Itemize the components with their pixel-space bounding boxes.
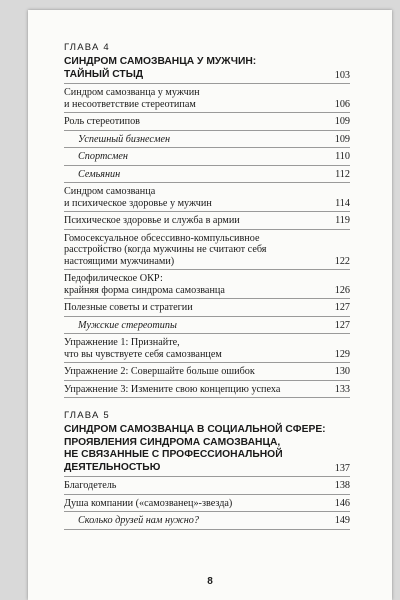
entry-title: [64, 233, 328, 268]
chapter-5: [64, 410, 350, 530]
entry-page-number: 112: [335, 168, 350, 180]
entry-title-line: Упражнение 2: Совершайте больше ошибок: [64, 366, 255, 377]
book-page: [28, 10, 392, 600]
toc-entry[interactable]: [64, 495, 350, 513]
chapter-label: ГЛАВА 5: [64, 410, 110, 421]
entry-page-number: 133: [334, 383, 350, 395]
chapter-title-entry[interactable]: [64, 422, 350, 477]
toc-entry[interactable]: [64, 299, 350, 317]
entry-page-number: 109: [334, 116, 350, 127]
chapter-title-line: ПРОЯВЛЕНИЯ СИНДРОМА САМОЗВАНЦА,: [64, 436, 281, 448]
entry-title: [64, 215, 328, 227]
chapter-label: ГЛАВА 4: [64, 42, 110, 53]
entry-title-line: Душа компании («самозванец»-звезда): [64, 497, 233, 509]
chapter-title-line: ДЕЯТЕЛЬНОСТЬЮ: [64, 461, 161, 473]
toc-subentry[interactable]: [64, 512, 350, 530]
entry-page-number: 103: [334, 69, 350, 81]
entry-title-line: Благодетель: [64, 480, 117, 491]
entry-title: [64, 515, 328, 527]
entry-title: [64, 186, 328, 209]
entry-page-number: 149: [334, 515, 350, 526]
entry-page-number: 127: [334, 319, 350, 331]
entry-page-number: 129: [334, 348, 350, 360]
entry-title-line: Спортсмен: [78, 151, 128, 162]
toc-subentry[interactable]: [64, 317, 350, 335]
chapter-4: [64, 42, 350, 398]
table-of-contents: [64, 42, 350, 530]
entry-title-line: и несоответствие стереотипам: [64, 98, 196, 110]
entry-page-number: 146: [334, 497, 350, 509]
toc-entry[interactable]: [64, 363, 350, 381]
toc-subentry[interactable]: [64, 131, 350, 149]
toc-entry[interactable]: [64, 212, 350, 230]
entry-title-line: и психическое здоровье у мужчин: [64, 197, 212, 209]
entry-title-line: Психическое здоровье и служба в армии: [64, 215, 240, 226]
entry-page-number: 126: [334, 284, 350, 296]
chapter-title-line: СИНДРОМ САМОЗВАНЦА В СОЦИАЛЬНОЙ СФЕРЕ:: [64, 424, 326, 435]
entry-title-line: что вы чувствуете себя самозванцем: [64, 348, 222, 360]
entry-title-line: Гомосексуальное обсессивно-компульсивное: [64, 232, 260, 244]
entry-title-line: Педофилическое ОКР:: [64, 273, 163, 284]
entry-title: [64, 498, 328, 510]
entry-title: [64, 87, 328, 110]
entry-title: [64, 366, 328, 378]
toc-subentry[interactable]: [64, 166, 350, 184]
toc-entry[interactable]: [64, 113, 350, 131]
entry-title: [64, 384, 328, 396]
entry-title: [64, 337, 328, 360]
chapter-title-line: НЕ СВЯЗАННЫЕ С ПРОФЕССИОНАЛЬНОЙ: [64, 449, 283, 460]
toc-entry[interactable]: [64, 477, 350, 495]
entry-title-line: Упражнение 3: Измените свою концепцию успеха: [64, 383, 281, 395]
entry-title: [64, 302, 328, 314]
entry-page-number: 106: [334, 98, 350, 110]
toc-entry[interactable]: [64, 84, 350, 113]
toc-entry[interactable]: [64, 334, 350, 363]
entry-title: [64, 169, 328, 181]
toc-entry[interactable]: [64, 270, 350, 299]
page-number: 8: [207, 576, 213, 587]
toc-subentry[interactable]: [64, 148, 350, 166]
chapter-list: [64, 42, 350, 530]
entry-page-number: 137: [334, 462, 350, 474]
entry-title: [64, 273, 328, 296]
toc-entries: [64, 422, 350, 530]
entry-title-line: Роль стереотипов: [64, 116, 140, 127]
entry-page-number: 122: [334, 255, 350, 267]
chapter-title-entry[interactable]: [64, 54, 350, 84]
toc-entries: [64, 54, 350, 398]
toc-entry[interactable]: [64, 381, 350, 399]
entry-title-line: расстройство (когда мужчины не считают себя: [64, 244, 267, 255]
entry-title-line: Синдром самозванца: [64, 186, 156, 197]
entry-title: [64, 320, 328, 332]
entry-title-line: настоящими мужчинами): [64, 255, 175, 267]
entry-title-line: Полезные советы и стратегии: [64, 302, 193, 313]
entry-page-number: 127: [334, 302, 350, 313]
chapter-title-line: ТАЙНЫЙ СТЫД: [64, 68, 144, 80]
entry-title-line: Сколько друзей нам нужно?: [78, 515, 199, 526]
toc-entry[interactable]: [64, 183, 350, 212]
chapter-title-line: СИНДРОМ САМОЗВАНЦА У МУЖЧИН:: [64, 56, 257, 67]
entry-title: [64, 134, 328, 146]
entry-title-line: Мужские стереотипы: [78, 319, 177, 331]
entry-title-line: крайняя форма синдрома самозванца: [64, 284, 225, 296]
entry-title: [64, 480, 328, 492]
entry-title-line: Семьянин: [78, 168, 121, 180]
entry-title: [64, 116, 328, 128]
entry-title-line: Синдром самозванца у мужчин: [64, 87, 200, 98]
entry-page-number: 119: [335, 215, 350, 226]
entry-title-line: Успешный бизнесмен: [78, 133, 171, 145]
entry-page-number: 114: [335, 197, 350, 209]
entry-page-number: 110: [335, 151, 350, 162]
entry-page-number: 138: [334, 480, 350, 491]
chapter-title: [64, 56, 328, 81]
entry-title-line: Упражнение 1: Признайте,: [64, 337, 180, 348]
entry-page-number: 109: [334, 133, 350, 145]
entry-title: [64, 151, 328, 163]
chapter-title: [64, 424, 328, 474]
entry-page-number: 130: [334, 366, 350, 377]
toc-entry[interactable]: [64, 230, 350, 271]
